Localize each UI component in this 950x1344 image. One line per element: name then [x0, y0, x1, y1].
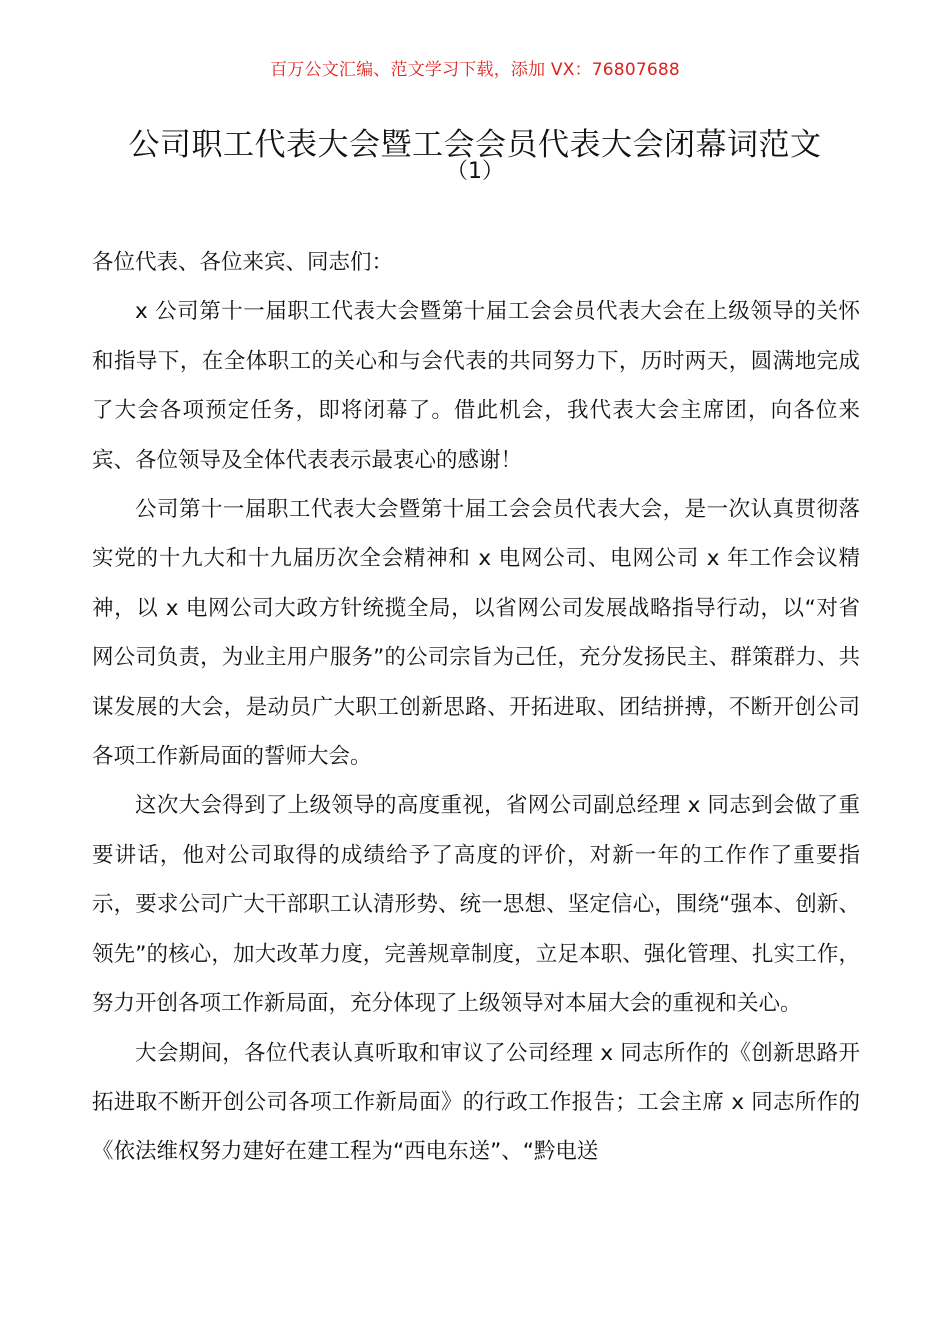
- paragraph: x 公司第十一届职工代表大会暨第十届工会会员代表大会在上级领导的关怀和指导下，在全体职工的关心和与会代表的共同努力下，历时两天，圆满地完成了大会各项预定任务，即将闭幕了。借此机会，我代表大会主席团，向各位来宾、各位领导及全体代表表示最衷心的感谢！: [92, 299, 860, 473]
- document-subtitle: （1）: [446, 159, 504, 184]
- paragraph: 这次大会得到了上级领导的高度重视，省网公司副总经理 x 同志到会做了重要讲话，他对公司取得的成绩给予了高度的评价，对新一年的工作作了重要指示，要求公司广大干部职工认清形势、统一思想、坚定信心，围绕“强本、创新、领先”的核心，加大改革力度，完善规章制度，立足本职、强化管理、扎实工作，努力开创各项工作新局面，充分体现了上级领导对本届大会的重视和关心。: [92, 793, 860, 1017]
- salutation: 各位代表、各位来宾、同志们：: [92, 250, 394, 275]
- paragraph: 公司第十一届职工代表大会暨第十届工会会员代表大会，是一次认真贯彻落实党的十九大和十九届历次全会精神和 x 电网公司、电网公司 x 年工作会议精神，以 x 电网公司大政方针统揽全局，以省网公司发展战略指导行动，以“对省网公司负责，为业主用户服务”的公司宗旨为己任，充分发扬民主、群策群力、共谋发展的大会，是动员广大职工创新思路、开拓进取、团结拼搏，不断开创公司各项工作新局面的誓师大会。: [92, 497, 860, 770]
- paragraph: 大会期间，各位代表认真听取和审议了公司经理 x 同志所作的《创新思路开拓进取不断开创公司各项工作新局面》的行政工作报告；工会主席 x 同志所作的《依法维权努力建好在建工程为“西电东送”、“黔电送: [92, 1040, 860, 1165]
- document-body: [92, 238, 860, 1177]
- header-banner: 百万公文汇编、范文学习下载，添加 VX：76807688: [270, 60, 680, 80]
- document-title: 公司职工代表大会暨工会会员代表大会闭幕词范文: [128, 127, 822, 163]
